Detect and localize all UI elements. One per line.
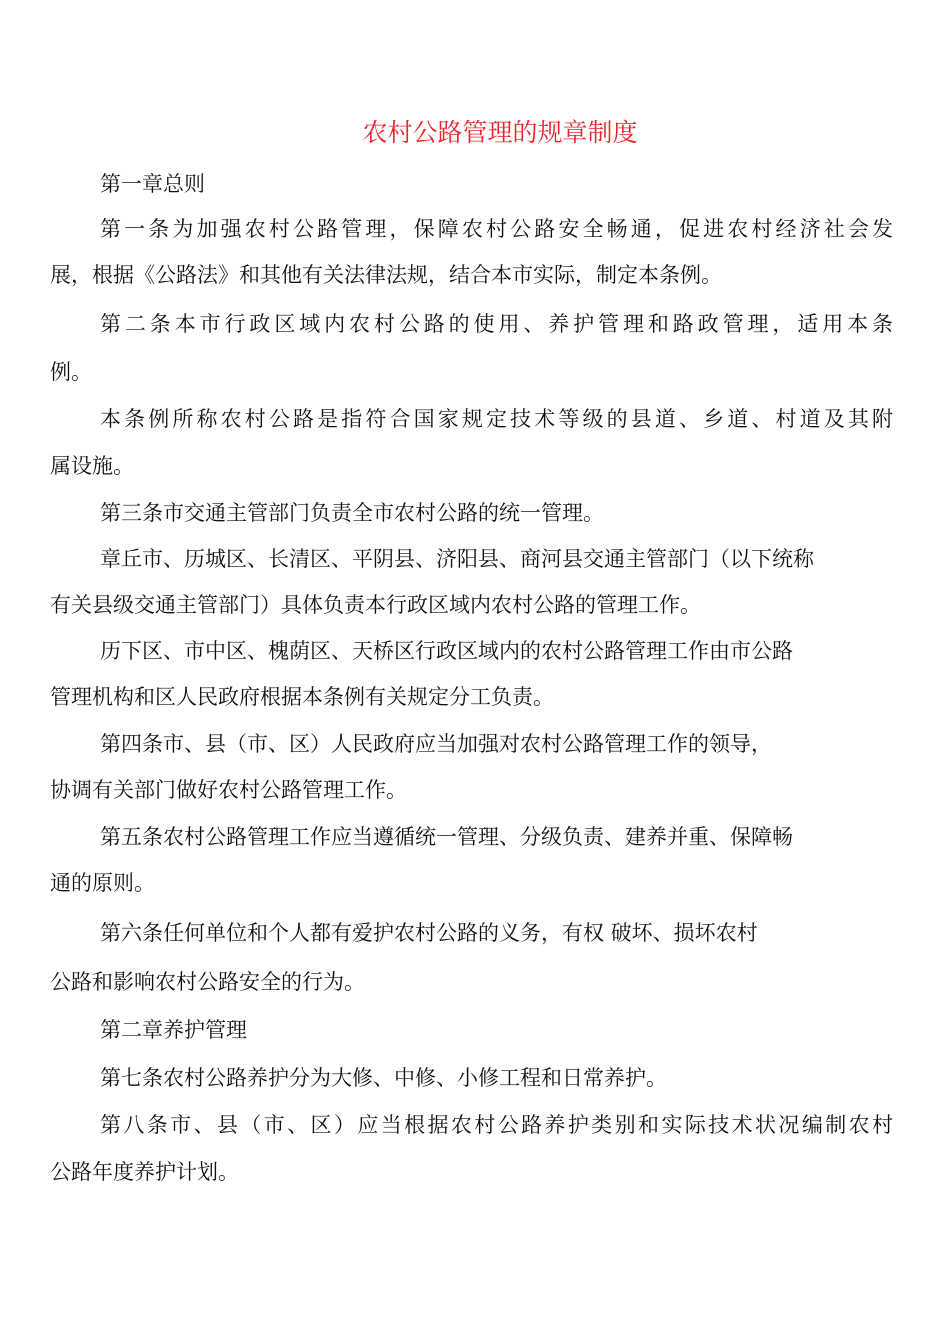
paragraph-line: 历下区、市中区、槐荫区、天桥区行政区域内的农村公路管理工作由市公路	[100, 639, 793, 663]
paragraph-line: 协调有关部门做好农村公路管理工作。	[50, 778, 407, 802]
paragraph-line	[100, 309, 893, 339]
paragraph-line: 属设施。	[50, 454, 134, 478]
paragraph-line-text: 第二条本市行政区域内农村公路的使用、养护管理和路政管理，适用本条	[100, 312, 893, 336]
paragraph-line: 管理机构和区人民政府根据本条例有关规定分工负责。	[50, 685, 554, 709]
paragraph-line: 第三条市交通主管部门负责全市农村公路的统一管理。	[100, 501, 604, 525]
paragraph-line: 第六条任何单位和个人都有爱护农村公路的义务，有权 破坏、损坏农村	[100, 921, 758, 945]
chapter-heading: 第二章养护管理	[100, 1018, 247, 1042]
paragraph-line: 第五条农村公路管理工作应当遵循统一管理、分级负责、建养并重、保障畅	[100, 825, 793, 849]
paragraph-line: 通的原则。	[50, 871, 155, 895]
paragraph-line	[100, 404, 893, 434]
paragraph-line: 第七条农村公路养护分为大修、中修、小修工程和日常养护。	[100, 1066, 667, 1090]
paragraph-line-text: 第一条为加强农村公路管理，保障农村公路安全畅通，促进农村经济社会发	[100, 217, 893, 241]
paragraph-line	[100, 1110, 893, 1140]
paragraph-line-text: 本条例所称农村公路是指符合国家规定技术等级的县道、乡道、村道及其附	[100, 407, 893, 431]
document-title: 农村公路管理的规章制度	[362, 118, 638, 147]
paragraph-line-text: 第八条市、县（市、区）应当根据农村公路养护类别和实际技术状况编制农村	[100, 1113, 893, 1137]
paragraph-line: 章丘市、历城区、长清区、平阴县、济阳县、商河县交通主管部门（以下统称	[100, 547, 814, 571]
paragraph-line: 第四条市、县（市、区）人民政府应当加强对农村公路管理工作的领导，	[100, 732, 772, 756]
paragraph-line: 例。	[50, 360, 92, 384]
chapter-heading: 第一章总则	[100, 172, 205, 196]
paragraph-line: 有关县级交通主管部门）具体负责本行政区域内农村公路的管理工作。	[50, 593, 701, 617]
paragraph-line	[100, 214, 893, 244]
paragraph-line: 展，根据《公路法》和其他有关法律法规，结合本市实际，制定本条例。	[50, 263, 722, 287]
paragraph-line: 公路和影响农村公路安全的行为。	[50, 970, 365, 994]
paragraph-line: 公路年度养护计划。	[50, 1160, 239, 1184]
